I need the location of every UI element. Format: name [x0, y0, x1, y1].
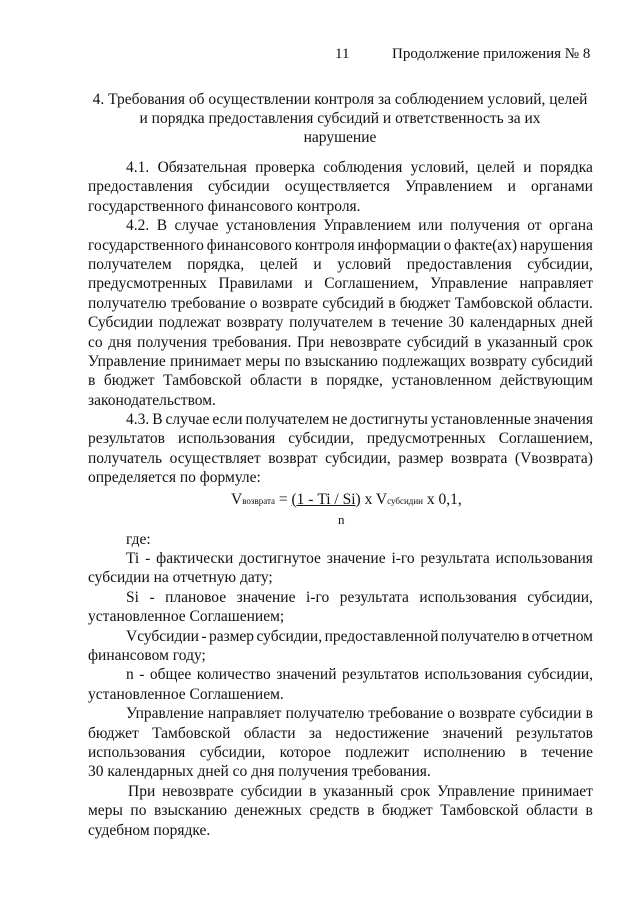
- word: субсидий: [531, 352, 593, 370]
- word: фактически: [156, 550, 234, 568]
- text-line: [88, 216, 593, 235]
- word: Управление: [430, 275, 508, 293]
- word: подлежащих: [382, 352, 466, 370]
- word: подлежит: [345, 743, 410, 761]
- word: субсидии,: [325, 449, 391, 467]
- word: осуществляется: [284, 178, 390, 196]
- word: в: [88, 372, 96, 390]
- word: плановое: [165, 588, 227, 606]
- word: не: [332, 411, 348, 429]
- text-line: [88, 352, 593, 371]
- word: о: [447, 705, 455, 723]
- word: направляет: [519, 275, 593, 293]
- word: Соглашением,: [498, 430, 593, 448]
- word: календарных: [469, 314, 556, 332]
- word: результата: [420, 550, 490, 568]
- formula-numerator: (1 - Ti / Si): [291, 490, 361, 508]
- text-line: [88, 627, 593, 646]
- word: установления: [225, 217, 316, 235]
- word: взысканию: [154, 802, 228, 820]
- appendix-continuation: Продолжение приложения № 8: [392, 46, 591, 62]
- word: порядка,: [187, 255, 245, 273]
- word: результатов: [88, 430, 165, 448]
- word: Тамбовской: [152, 724, 231, 742]
- word: значений: [442, 724, 503, 742]
- word: установленное Соглашением;: [88, 608, 285, 626]
- text-line: [88, 468, 593, 487]
- word: судебном порядке.: [88, 821, 211, 839]
- text-line: [88, 607, 593, 626]
- word: и: [313, 255, 322, 273]
- word: и: [304, 275, 313, 293]
- word: получателю: [285, 705, 365, 723]
- word: установленное Соглашением.: [88, 685, 284, 703]
- word: 4.3.: [126, 411, 150, 429]
- word: получателю: [88, 294, 167, 312]
- word: или: [418, 217, 443, 235]
- word: требование: [170, 294, 246, 312]
- word: течение: [391, 314, 443, 332]
- title-line: нарушение: [303, 129, 377, 146]
- text-line: [88, 665, 593, 684]
- formula-expression: [231, 490, 462, 511]
- word: использования: [88, 743, 186, 761]
- title-line: 4. Требования об осуществлении контроля за соблюдением условий, целей: [92, 91, 588, 108]
- page-header: [0, 46, 640, 68]
- word: При: [128, 782, 156, 800]
- word: отчетном: [531, 627, 593, 645]
- word: бюджет: [381, 802, 433, 820]
- word: n: [126, 666, 134, 684]
- word: использования: [495, 550, 593, 568]
- word: возврате: [459, 705, 516, 723]
- word: субсидии: [240, 782, 303, 800]
- word: течение: [541, 743, 593, 761]
- word: субсидии,: [199, 743, 266, 761]
- word: меры: [245, 352, 281, 370]
- word: предусмотренных: [88, 275, 207, 293]
- refund-formula: [88, 488, 593, 527]
- word: результатов: [516, 724, 593, 742]
- word: количество: [196, 666, 271, 684]
- text-line: [88, 236, 593, 255]
- paragraph-final: [88, 782, 593, 840]
- text-line: [88, 294, 593, 313]
- word: информации: [357, 236, 441, 254]
- word: направляет: [207, 705, 282, 723]
- word: получения: [450, 217, 520, 235]
- paragraph-4-1: [88, 158, 593, 216]
- word: Управлением: [323, 217, 411, 235]
- word: В: [156, 217, 168, 235]
- section-title: [70, 90, 610, 147]
- word: условий,: [410, 159, 469, 176]
- formula-mult: x V: [360, 490, 388, 508]
- word: предусмотренных: [366, 430, 486, 448]
- word: в: [309, 782, 317, 800]
- word: предоставления: [406, 255, 512, 273]
- text-line: [88, 255, 593, 274]
- word: если: [212, 411, 243, 429]
- word: в: [367, 802, 375, 820]
- word: порядке,: [326, 372, 383, 390]
- text-line: [88, 410, 593, 429]
- word: со: [88, 333, 103, 351]
- word: которое: [279, 743, 331, 761]
- word: проверка: [255, 159, 315, 176]
- text-line: [88, 588, 593, 607]
- formula-vs-sub: субсидии: [387, 495, 423, 506]
- word: Тамбовской: [163, 372, 242, 390]
- word: установленные: [430, 411, 531, 429]
- text-line: [88, 568, 593, 587]
- word: установленном: [391, 372, 492, 390]
- word: о: [249, 294, 258, 312]
- paragraph-4-2: [88, 216, 593, 410]
- word: субсидии,: [256, 627, 323, 645]
- word: значение: [326, 550, 386, 568]
- word: предоставленной: [324, 627, 439, 645]
- word: подлежат: [158, 314, 221, 332]
- word: государственного: [88, 236, 204, 254]
- word: органа: [549, 217, 593, 235]
- text-line: [88, 782, 593, 801]
- word: определяется по формуле:: [88, 469, 261, 487]
- word: Управление: [88, 352, 166, 370]
- text-line: [88, 313, 593, 332]
- word: денежных: [234, 802, 302, 820]
- word: меры: [88, 802, 123, 820]
- word: Управление: [126, 705, 204, 723]
- word: субсидии: [207, 178, 270, 196]
- word: области: [526, 802, 578, 820]
- title-line: и порядка предоставления субсидий и ответственность за их: [139, 110, 541, 127]
- word: получателю: [440, 627, 520, 645]
- word: общее: [149, 666, 192, 684]
- page-number: 11: [335, 46, 350, 62]
- word: осуществляет: [169, 449, 261, 467]
- text-line: [88, 429, 593, 448]
- word: области: [243, 724, 296, 742]
- word: субсидии на отчетную дату;: [88, 569, 273, 587]
- definition-item: [88, 549, 593, 588]
- document-body: [88, 158, 593, 840]
- word: указанный: [323, 782, 394, 800]
- paragraph-demand: [88, 704, 593, 782]
- word: субсидии: [519, 705, 582, 723]
- word: Обязательная: [157, 159, 247, 176]
- word: субсидии,: [288, 430, 354, 448]
- word: возврат: [268, 449, 318, 467]
- word: бюджет: [103, 372, 155, 390]
- word: достигнутое: [239, 550, 321, 568]
- word: факте(ах): [454, 236, 518, 254]
- word: требование: [368, 705, 444, 723]
- word: возврату: [226, 314, 284, 332]
- formula-tail: x 0,1,: [422, 490, 462, 508]
- word: 4.1.: [126, 159, 150, 176]
- formula-v: V: [231, 490, 243, 508]
- word: взысканию: [304, 352, 378, 370]
- word: Vсубсидии: [126, 627, 199, 645]
- paragraph-4-3: [88, 410, 593, 488]
- word: порядка: [539, 159, 593, 176]
- word: дня: [108, 333, 132, 351]
- word: использования: [419, 588, 517, 606]
- word: субсидии,: [527, 255, 593, 273]
- definition-item: [88, 588, 593, 627]
- word: и: [523, 159, 532, 176]
- word: в: [378, 314, 386, 332]
- word: (Vвозврата): [514, 449, 593, 467]
- word: по: [130, 802, 147, 820]
- word: соблюдения: [323, 159, 403, 176]
- text-line: [88, 371, 593, 390]
- text-line: [88, 743, 593, 762]
- word: невозврате: [329, 333, 402, 351]
- text-line: [88, 801, 593, 820]
- formula-denominator: n: [338, 511, 345, 527]
- word: Si: [126, 588, 139, 606]
- word: недостижение: [335, 724, 430, 742]
- word: в: [310, 372, 318, 390]
- word: исполнению: [423, 743, 506, 761]
- definitions-list: [88, 549, 593, 704]
- word: контроля: [294, 236, 355, 254]
- word: возврате: [261, 294, 318, 312]
- word: указанный: [487, 333, 558, 351]
- word: 4.2.: [126, 217, 150, 235]
- word: Тамбовской: [440, 802, 519, 820]
- text-line: [88, 449, 593, 468]
- word: дней: [561, 314, 593, 332]
- word: использования: [177, 430, 276, 448]
- word: принимает: [521, 782, 593, 800]
- word: в: [585, 802, 593, 820]
- word: значения: [533, 411, 593, 429]
- text-line: [88, 724, 593, 743]
- word: i-го: [391, 550, 415, 568]
- word: результатов: [342, 666, 419, 684]
- word: случае: [165, 411, 210, 429]
- word: 30: [448, 314, 465, 332]
- word: -: [201, 627, 207, 645]
- formula-v-sub: возврата: [242, 495, 275, 506]
- where-label: где:: [126, 530, 151, 548]
- word: в: [388, 294, 396, 312]
- word: органами: [530, 178, 593, 196]
- text-line: [88, 685, 593, 704]
- word: субсидии,: [527, 666, 593, 684]
- definition-item: [88, 627, 593, 666]
- word: субсидии,: [527, 588, 593, 606]
- word: за: [308, 724, 322, 742]
- word: размер: [398, 449, 444, 467]
- word: бюджет: [88, 724, 139, 742]
- word: получатель: [88, 449, 163, 467]
- word: i-го: [306, 588, 330, 606]
- word: в: [474, 333, 482, 351]
- word: в: [519, 743, 528, 761]
- word: субсидий: [322, 294, 384, 312]
- word: в: [585, 705, 593, 723]
- word: -: [145, 550, 151, 568]
- word: по: [284, 352, 301, 370]
- definition-item: [88, 665, 593, 704]
- word: целей: [476, 159, 515, 176]
- text-line: [88, 177, 593, 196]
- word: государственного финансового контроля.: [88, 197, 361, 215]
- word: Ti: [126, 550, 140, 568]
- word: -: [149, 588, 155, 606]
- word: В: [152, 411, 163, 429]
- word: области.: [537, 294, 593, 312]
- word: получателем: [245, 411, 330, 429]
- word: -: [139, 666, 145, 684]
- text-line: [88, 333, 593, 352]
- word: значений: [276, 666, 337, 684]
- word: требования.: [212, 333, 292, 351]
- word: получения: [137, 333, 207, 351]
- word: достигнуты: [350, 411, 428, 429]
- text-line: [88, 197, 593, 216]
- word: использования: [424, 666, 522, 684]
- word: в: [521, 627, 530, 645]
- word: Правилами: [218, 275, 293, 293]
- word: Субсидии: [88, 314, 154, 332]
- word: значение: [236, 588, 296, 606]
- word: действующим: [500, 372, 593, 390]
- word: Соглашением,: [324, 275, 419, 293]
- word: целей: [259, 255, 298, 273]
- text-line: [88, 549, 593, 568]
- text-line: [88, 158, 593, 177]
- text-line: [88, 646, 593, 665]
- word: нарушения: [519, 236, 593, 254]
- word: невозврате: [162, 782, 234, 800]
- word: При: [296, 333, 325, 351]
- word: финансового: [206, 236, 292, 254]
- text-line: [88, 704, 593, 723]
- word: срок: [563, 333, 593, 351]
- word: размер: [209, 627, 255, 645]
- word: от: [527, 217, 542, 235]
- word: о: [443, 236, 452, 254]
- word: Управлением: [405, 178, 493, 196]
- word: принимает: [169, 352, 242, 370]
- word: субсидий: [406, 333, 469, 351]
- text-line: [88, 274, 593, 293]
- word: средств: [309, 802, 360, 820]
- word: 30 календарных дней со дня получения требования.: [88, 763, 431, 781]
- word: возврата: [450, 449, 508, 467]
- word: финансовом году;: [88, 646, 206, 664]
- text-line: [88, 391, 593, 410]
- word: и: [507, 178, 516, 196]
- word: Управление: [437, 782, 515, 800]
- formula-eq: =: [275, 490, 292, 508]
- word: законодательством.: [88, 391, 216, 409]
- text-line: [88, 821, 593, 840]
- text-line: [88, 762, 593, 781]
- word: возврату: [470, 352, 527, 370]
- word: Тамбовской: [454, 294, 533, 312]
- word: результата: [339, 588, 409, 606]
- word: срок: [400, 782, 431, 800]
- word: бюджет: [399, 294, 451, 312]
- word: получателем: [88, 255, 172, 273]
- word: получателем: [289, 314, 373, 332]
- word: случае: [174, 217, 219, 235]
- word: условий: [337, 255, 392, 273]
- word: области: [249, 372, 302, 390]
- word: предоставления: [88, 178, 193, 196]
